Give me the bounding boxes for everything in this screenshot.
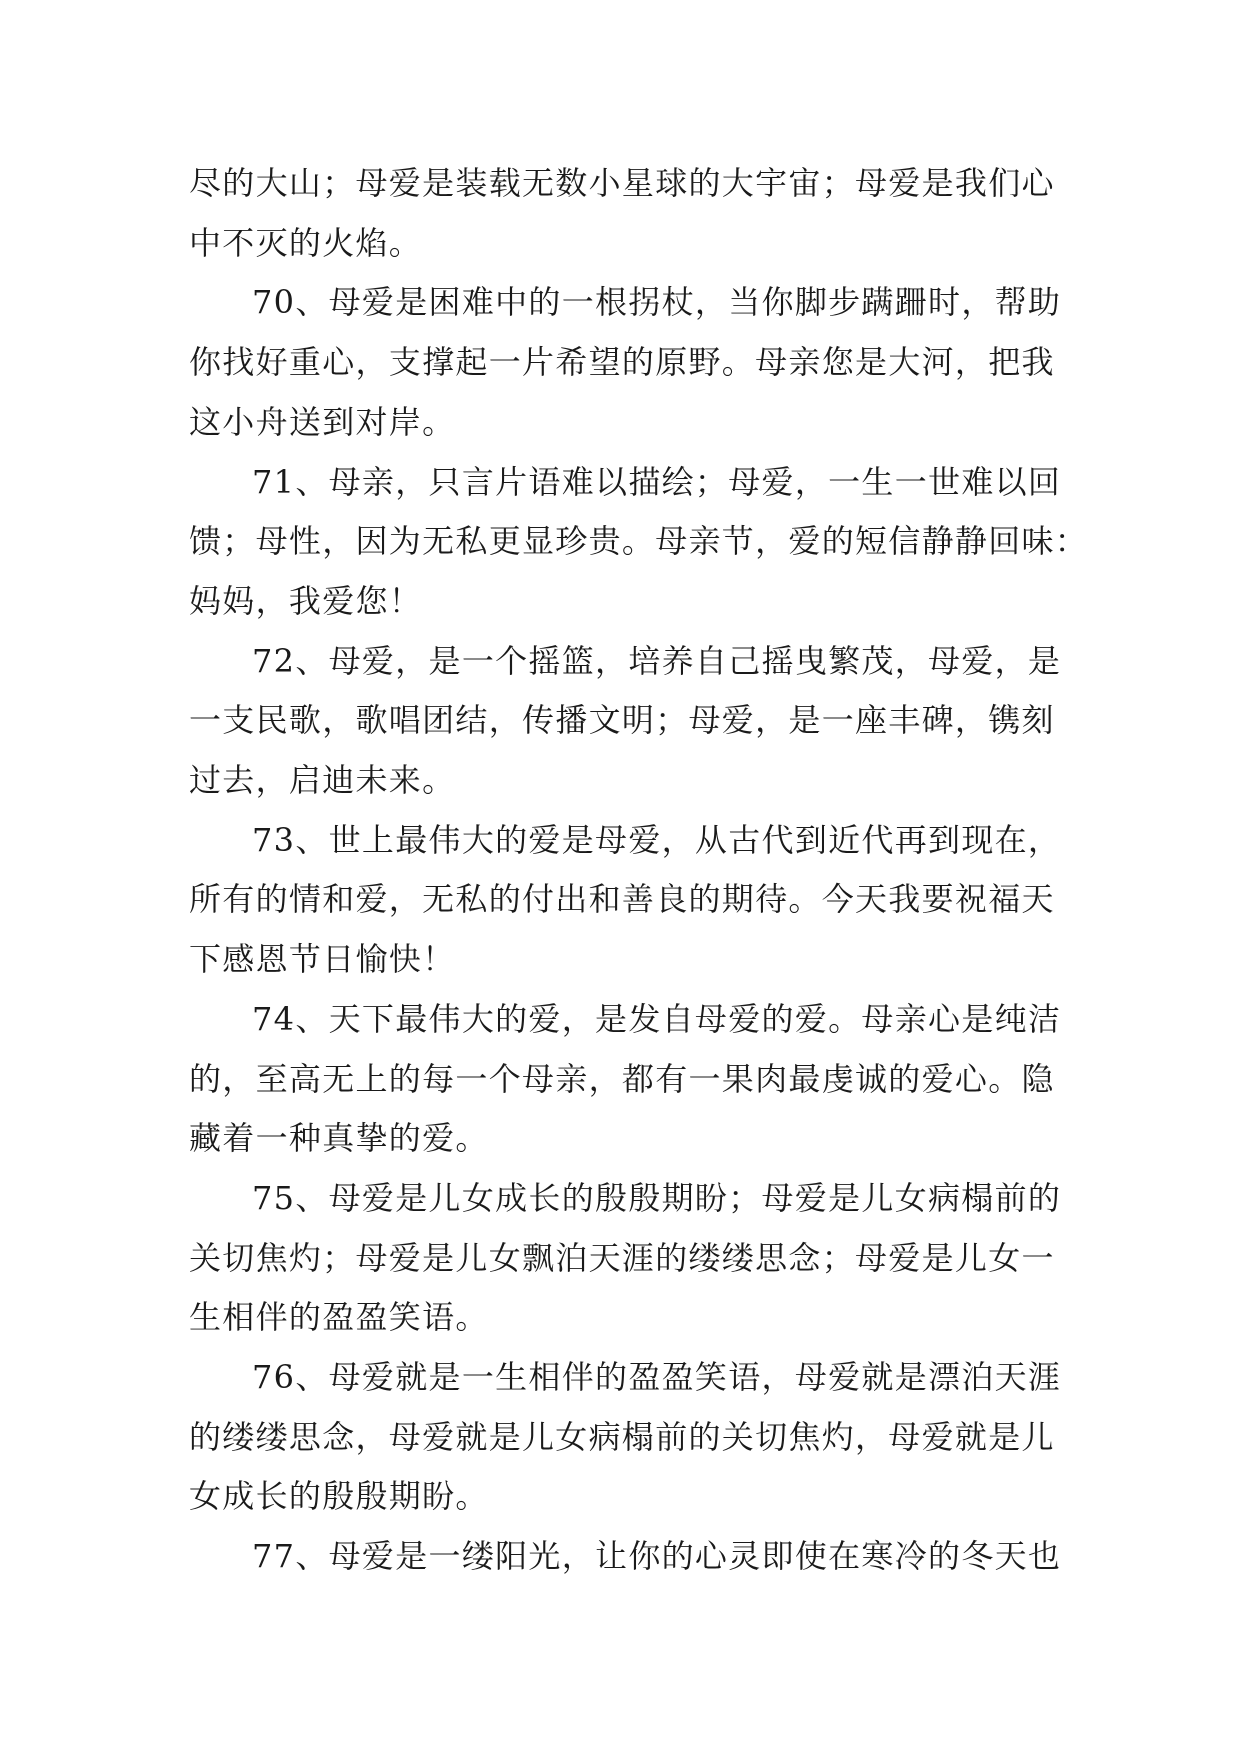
paragraph-77 (189, 1527, 1069, 1587)
text-line: 的缕缕思念，母爱就是儿女病榻前的关切焦灼，母爱就是儿 (189, 1417, 1055, 1456)
text-line: 所有的情和爱，无私的付出和善良的期待。今天我要祝福天 (189, 880, 1055, 919)
text-line: 一支民歌，歌唱团结，传播文明；母爱，是一座丰碑，镌刻 (189, 701, 1055, 740)
text-line: 藏着一种真挚的爱。 (189, 1119, 489, 1158)
text-line: 尽的大山；母爱是装载无数小星球的大宇宙；母爱是我们心 (189, 164, 1055, 202)
paragraph-74 (189, 990, 1069, 1169)
text-line: 74、天下最伟大的爱，是发自母爱的爱。母亲心是纯洁 (252, 999, 1062, 1038)
text-line: 过去，启迪未来。 (189, 761, 456, 800)
text-line: 的，至高无上的每一个母亲，都有一果肉最虔诚的爱心。隐 (189, 1059, 1055, 1098)
text-line: 妈妈，我爱您！ (189, 581, 423, 620)
text-line: 关切焦灼；母爱是儿女飘泊天涯的缕缕思念；母爱是儿女一 (189, 1238, 1055, 1277)
text-line: 生相伴的盈盈笑语。 (189, 1298, 489, 1337)
paragraph-76 (189, 1348, 1069, 1527)
text-line: 75、母爱是儿女成长的殷殷期盼；母爱是儿女病榻前的 (252, 1178, 1062, 1217)
text-line: 这小舟送到对岸。 (189, 402, 456, 441)
paragraph-75 (189, 1169, 1069, 1348)
document-body (189, 154, 1089, 1587)
text-line: 中不灭的火焰。 (189, 223, 423, 262)
text-line: 70、母爱是困难中的一根拐杖，当你脚步蹒跚时，帮助 (252, 283, 1062, 322)
text-line: 你找好重心，支撑起一片希望的原野。母亲您是大河，把我 (189, 343, 1055, 382)
text-line: 下感恩节日愉快！ (189, 940, 456, 979)
text-line: 73、世上最伟大的爱是母爱，从古代到近代再到现在， (252, 820, 1062, 859)
paragraph-continuation (189, 154, 1069, 273)
paragraph-70 (189, 273, 1069, 452)
paragraph-72 (189, 632, 1069, 811)
text-line: 女成长的殷殷期盼。 (189, 1477, 489, 1516)
paragraph-73 (189, 811, 1069, 990)
paragraph-71 (189, 453, 1089, 632)
text-line: 76、母爱就是一生相伴的盈盈笑语，母爱就是漂泊天涯 (252, 1358, 1062, 1397)
text-line: 72、母爱，是一个摇篮，培养自己摇曳繁茂，母爱，是 (252, 641, 1062, 680)
text-line: 71、母亲，只言片语难以描绘；母爱，一生一世难以回 (252, 462, 1062, 501)
text-line: 馈；母性，因为无私更显珍贵。母亲节，爱的短信静静回味： (189, 522, 1089, 561)
text-line: 77、母爱是一缕阳光，让你的心灵即使在寒冷的冬天也 (252, 1537, 1062, 1576)
